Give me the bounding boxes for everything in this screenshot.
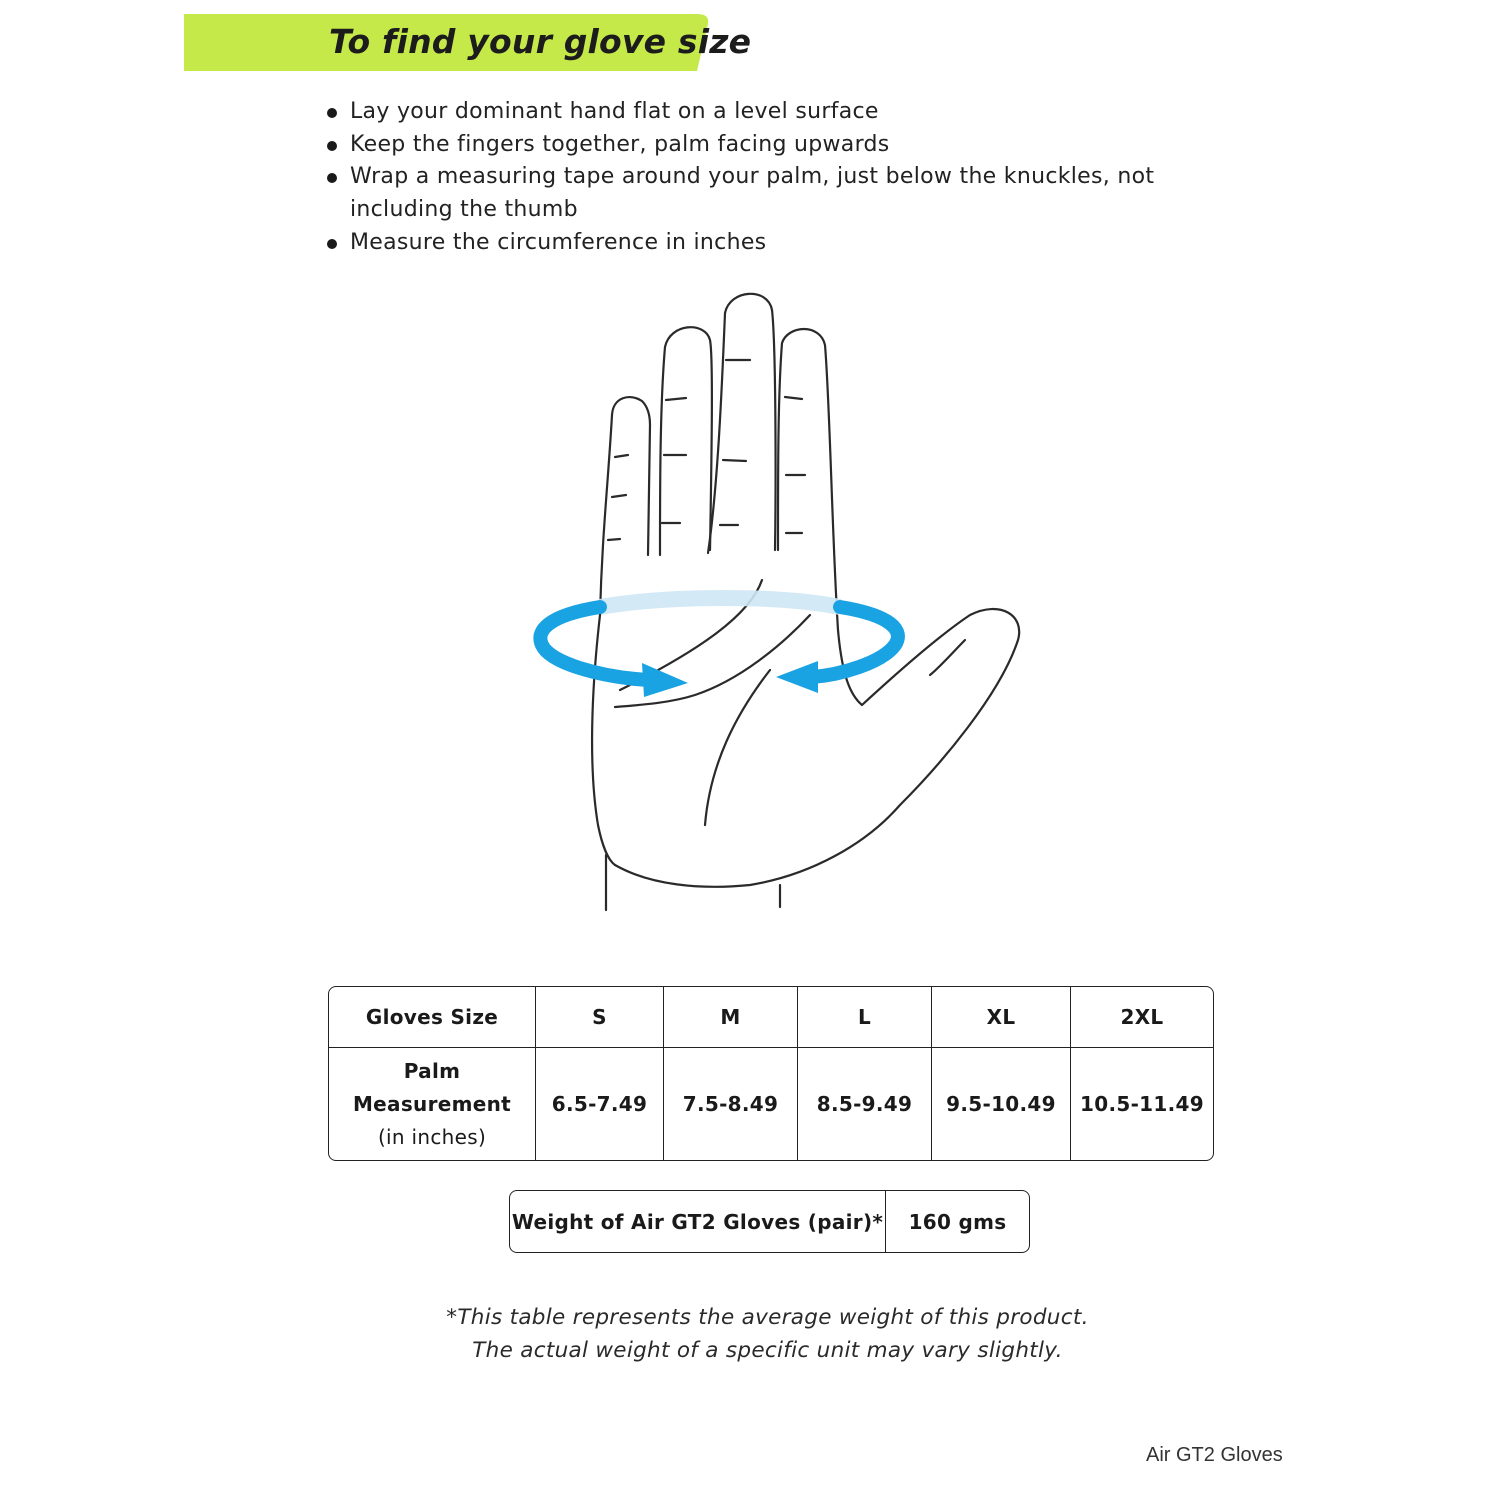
arrow-left	[540, 607, 648, 680]
weight-table	[509, 1190, 1030, 1253]
arrow-right-head	[776, 661, 818, 693]
measurement-cell: 6.5-7.49	[536, 1048, 664, 1160]
size-header: M	[664, 987, 798, 1048]
weight-label: Weight of Air GT2 Gloves (pair)*	[510, 1191, 886, 1252]
little-finger	[600, 397, 650, 615]
page-title: To find your glove size	[329, 22, 752, 61]
little-finger-creases	[608, 455, 628, 540]
thumb-crease	[930, 640, 965, 675]
row-label-unit: (in inches)	[377, 1124, 487, 1149]
bullet-icon	[327, 108, 337, 118]
size-header: S	[536, 987, 664, 1048]
footnote-line1: *This table represents the average weight of this product.	[446, 1305, 1089, 1330]
measurement-cell: 7.5-8.49	[664, 1048, 798, 1160]
palm-edge	[592, 615, 615, 865]
weight-value: 160 gms	[908, 1209, 1007, 1234]
size-chart-table	[328, 986, 1214, 1161]
bullet-icon	[327, 173, 337, 183]
instruction-text: Measure the circumference in inches	[350, 229, 767, 255]
measurement-cell: 9.5-10.49	[932, 1048, 1071, 1160]
instruction-item	[326, 227, 1246, 260]
instruction-text: Wrap a measuring tape around your palm, just below the knuckles, not including the thumb	[350, 164, 1155, 223]
palm-line-life	[705, 670, 770, 825]
middle-finger-creases	[720, 360, 750, 525]
middle-finger	[708, 294, 776, 553]
instruction-item	[326, 96, 1246, 129]
instruction-item	[326, 161, 1246, 226]
size-header: 2XL	[1071, 987, 1213, 1048]
tape-back	[600, 598, 840, 607]
index-finger-creases	[785, 397, 805, 533]
hand-outline-icon	[520, 285, 1040, 925]
row-label-line2: Measurement	[352, 1091, 512, 1116]
instruction-item	[326, 129, 1246, 162]
bullet-icon	[327, 141, 337, 151]
size-header: XL	[932, 987, 1071, 1048]
bullet-icon	[327, 239, 337, 249]
instruction-list	[326, 96, 1246, 260]
index-finger	[778, 329, 838, 630]
arrow-right	[812, 607, 898, 677]
instruction-text: Lay your dominant hand flat on a level surface	[350, 99, 879, 124]
ring-finger	[660, 327, 712, 555]
instruction-text: Keep the fingers together, palm facing upwards	[350, 131, 890, 157]
arrow-left-head	[642, 663, 688, 697]
measurement-cell: 10.5-11.49	[1080, 1092, 1204, 1116]
title-banner	[184, 14, 752, 71]
measurement-cell: 8.5-9.49	[798, 1048, 932, 1160]
footnote-line2: The actual weight of a specific unit may vary slightly.	[472, 1338, 1063, 1363]
ring-finger-creases	[662, 398, 686, 523]
row-label	[329, 1048, 536, 1160]
product-name: Air GT2 Gloves	[1146, 1444, 1283, 1466]
size-header: L	[798, 987, 932, 1048]
thumb	[615, 609, 1019, 887]
header-label: Gloves Size	[329, 987, 536, 1048]
row-label-line1: Palm	[403, 1058, 461, 1083]
